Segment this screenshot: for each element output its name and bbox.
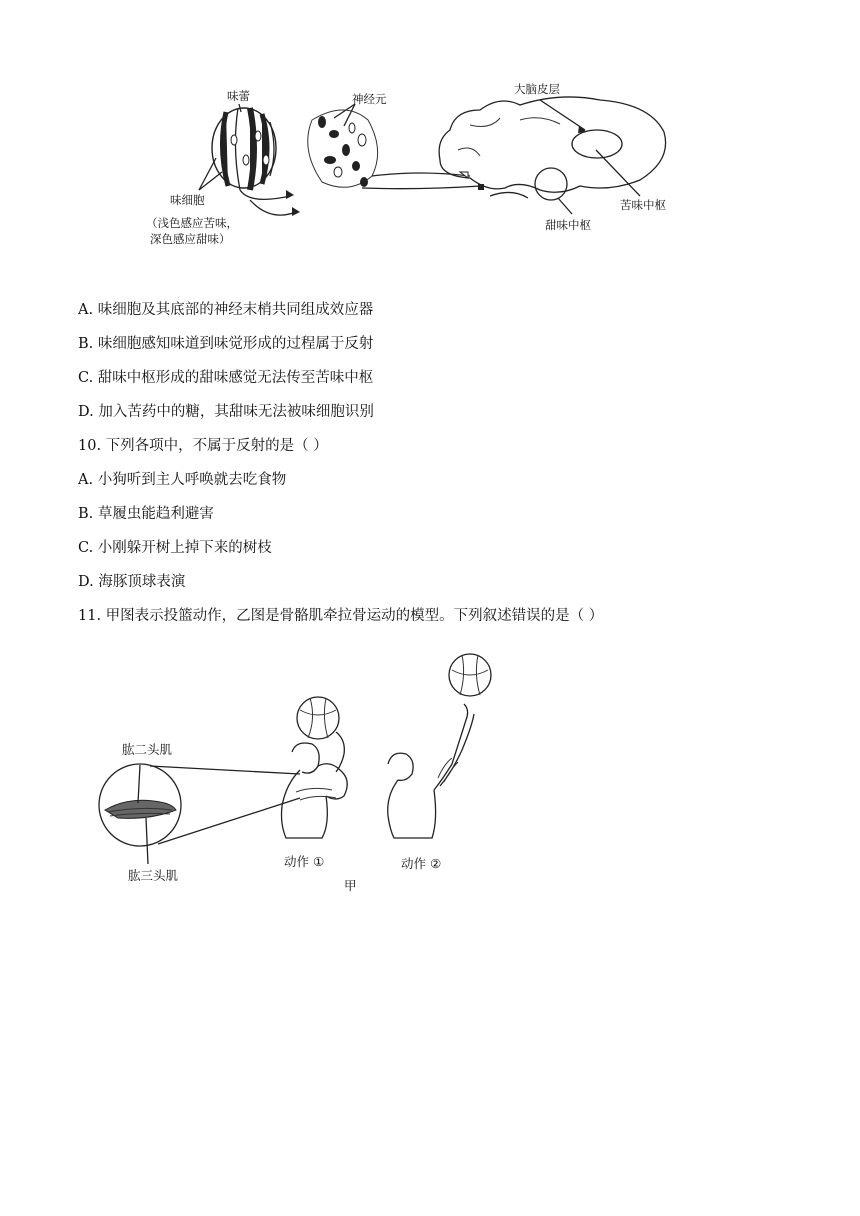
q11-stem: 11. 甲图表示投篮动作，乙图是骨骼肌牵拉骨运动的模型。下列叙述错误的是（ ） xyxy=(78,608,604,624)
neuron-cluster xyxy=(308,110,378,187)
label-taste-cell: 味细胞 xyxy=(170,193,205,207)
label-note-line1: （浅色感应苦味， xyxy=(146,216,238,230)
label-cortex: 大脑皮层 xyxy=(514,82,560,96)
q10-option-a: A. 小狗听到主人呼唤就去吃食物 xyxy=(78,472,287,488)
q9-option-d: D. 加入苦药中的糖，其甜味无法被味细胞识别 xyxy=(78,404,374,420)
q9-option-b: B. 味细胞感知味道到味觉形成的过程属于反射 xyxy=(78,336,374,352)
q10-option-c: C. 小刚躲开树上掉下来的树枝 xyxy=(78,540,272,556)
q10-option-d: D. 海豚顶球表演 xyxy=(78,574,186,590)
muscle-magnifier xyxy=(99,764,300,864)
q10-stem: 10. 下列各项中，不属于反射的是（ ） xyxy=(78,438,328,454)
q10-option-b: B. 草履虫能趋利避害 xyxy=(78,506,214,522)
label-neuron: 神经元 xyxy=(352,92,387,106)
label-sweet-center: 甜味中枢 xyxy=(545,218,591,232)
player-action-2 xyxy=(388,654,491,838)
taste-pathway-diagram xyxy=(0,0,860,260)
q9-option-a: A. 味细胞及其底部的神经末梢共同组成效应器 xyxy=(78,302,374,318)
taste-bud-drawing xyxy=(212,108,276,190)
figure-caption: 甲 xyxy=(344,878,357,893)
label-action-2: 动作 ② xyxy=(401,856,442,871)
label-triceps: 肱三头肌 xyxy=(128,868,179,883)
player-action-1 xyxy=(282,697,348,838)
q9-option-c: C. 甜味中枢形成的甜味感觉无法传至苦味中枢 xyxy=(78,370,374,386)
label-note-line2: 深色感应甜味） xyxy=(150,232,231,246)
label-action-1: 动作 ① xyxy=(284,854,325,869)
label-bitter-center: 苦味中枢 xyxy=(620,198,666,212)
brain-outline xyxy=(439,97,665,200)
label-biceps: 肱二头肌 xyxy=(122,742,173,757)
label-taste-bud: 味蕾 xyxy=(227,89,250,103)
